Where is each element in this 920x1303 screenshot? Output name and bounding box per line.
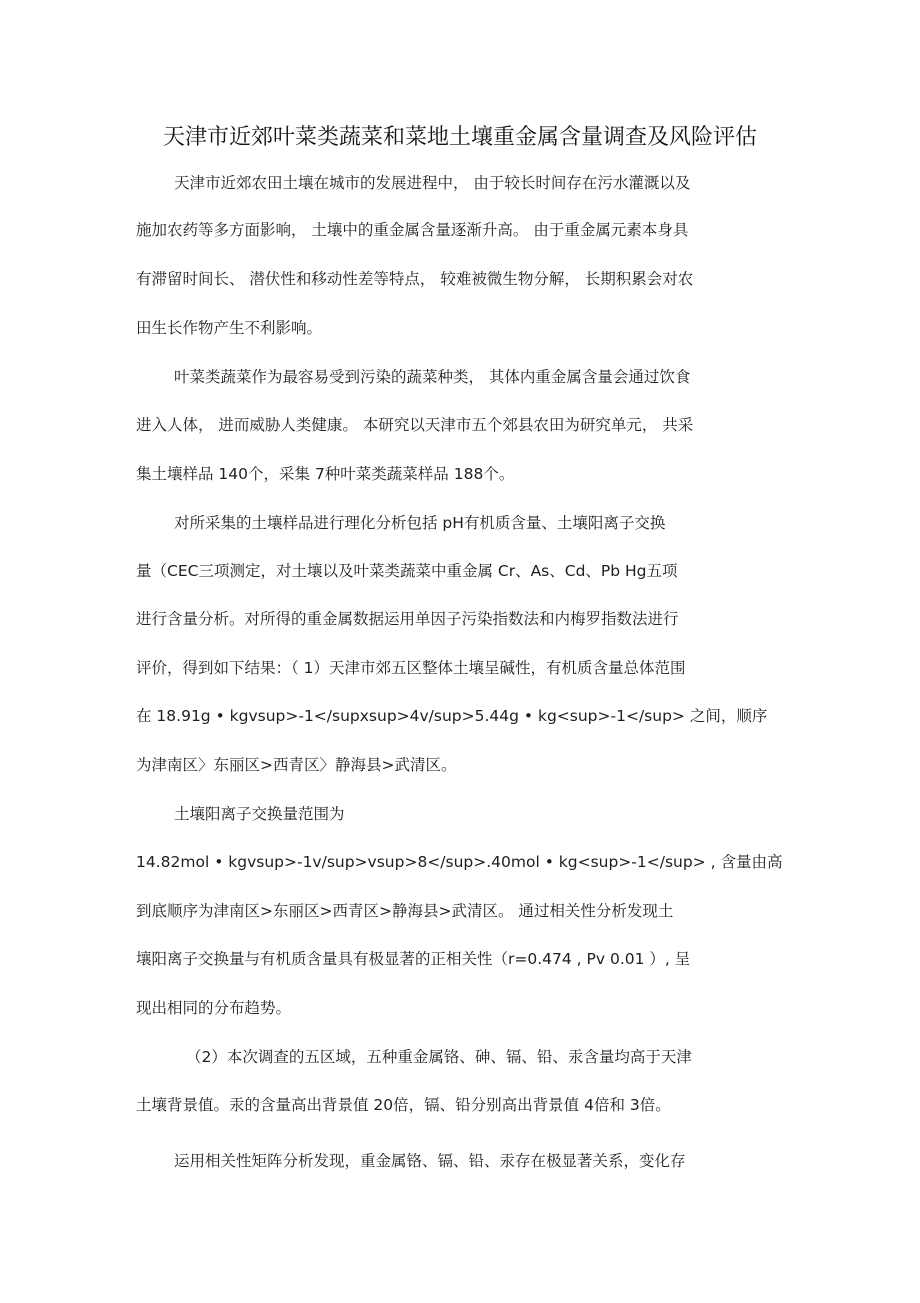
paragraph-line: 进入人体， 进而威胁人类健康。 本研究以天津市五个郊县农田为研究单元， 共采 bbox=[136, 416, 694, 434]
paragraph-line: 运用相关性矩阵分析发现，重金属铬、镉、铅、汞存在极显著关系，变化存 bbox=[174, 1152, 686, 1170]
paragraph-line: 评价，得到如下结果：（ 1）天津市郊五区整体土壤呈碱性，有机质含量总体范围 bbox=[136, 659, 686, 677]
paragraph-line: 现出相同的分布趋势。 bbox=[136, 999, 292, 1017]
paragraph-line: 田生长作物产生不利影响。 bbox=[136, 319, 323, 337]
paragraph-line: （2）本次调查的五区域，五种重金属铬、砷、镉、铅、汞含量均高于天津 bbox=[186, 1048, 692, 1066]
paragraph-line: 土壤背景值。汞的含量高出背景值 20倍，镉、铅分别高出背景值 4倍和 3倍。 bbox=[136, 1096, 671, 1114]
paragraph-line: 土壤阳离子交换量范围为 bbox=[174, 805, 345, 823]
paragraph-line: 进行含量分析。对所得的重金属数据运用单因子污染指数法和内梅罗指数法进行 bbox=[136, 610, 679, 628]
paragraph-line: 叶菜类蔬菜作为最容易受到污染的蔬菜种类， 其体内重金属含量会通过饮食 bbox=[174, 368, 691, 386]
paragraph-line: 14.82mol • kgvsup>-1v/sup>vsup>8</sup>.40mol • kg<sup>-1</sup> , 含量由高 bbox=[136, 853, 783, 871]
paragraph-line: 为津南区〉东丽区>西青区〉静海县>武清区。 bbox=[136, 756, 457, 774]
paragraph-line: 有滞留时间长、 潜伏性和移动性差等特点， 较难被微生物分解， 长期积累会对农 bbox=[136, 270, 694, 288]
paragraph-line: 施加农药等多方面影响， 土壤中的重金属含量逐渐升高。 由于重金属元素本身具 bbox=[136, 221, 689, 239]
paragraph-line: 壤阳离子交换量与有机质含量具有极显著的正相关性（r=0.474 , Pv 0.01 ）, 呈 bbox=[136, 950, 691, 968]
paragraph-line: 在 18.91g • kgvsup>-1</supxsup>4v/sup>5.44g • kg<sup>-1</sup> 之间，顺序 bbox=[136, 707, 768, 725]
document-title: 天津市近郊叶菜类蔬菜和菜地土壤重金属含量调查及风险评估 bbox=[162, 125, 757, 150]
paragraph-line: 对所采集的土壤样品进行理化分析包括 pH有机质含量、土壤阳离子交换 bbox=[174, 514, 666, 532]
paragraph-line: 天津市近郊农田土壤在城市的发展进程中， 由于较长时间存在污水灌溉以及 bbox=[174, 174, 691, 192]
paragraph-line: 量（CEC三项测定，对土壤以及叶菜类蔬菜中重金属 Cr、As、Cd、Pb Hg五项 bbox=[136, 562, 678, 580]
paragraph-line: 集土壤样品 140个，采集 7种叶菜类蔬菜样品 188个。 bbox=[136, 465, 515, 483]
paragraph-line: 到底顺序为津南区>东丽区>西青区>静海县>武清区。 通过相关性分析发现土 bbox=[136, 902, 674, 920]
